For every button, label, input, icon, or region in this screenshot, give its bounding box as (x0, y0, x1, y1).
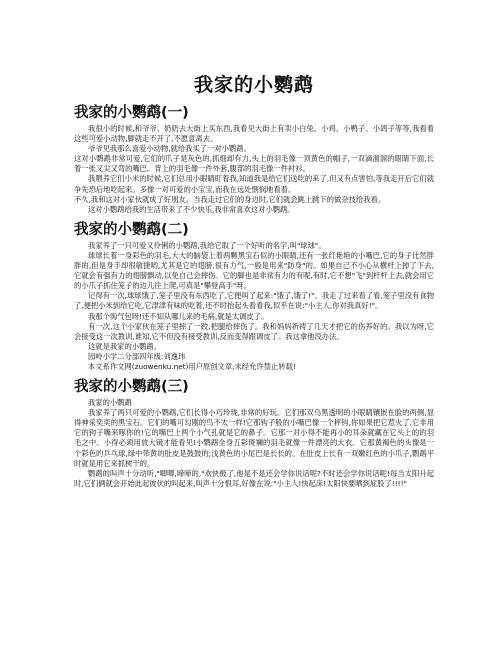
section-2-author-line: 园岭小学二分部四年级:刘逸玮 (88, 351, 186, 361)
section-1-paragraph-4: 我喂养它们小米的时候,它们总用小眼睛盯着我,知道我是给它们送吃的来了,但又有点害怕,等我走开后它们就争先恐后地吃起来。多像一对可爱的小宝宝,而我在远处惬悯地看着。 (74, 174, 434, 194)
section-1-heading: 我家的小鹦鹉(一) (74, 105, 189, 121)
section-2-paragraph-2: 球球长着一身彩色的羽毛,大大的脑袋上着两颗黑宝石似的小眼睛,还有一张红艳艳的小嘴巴,它的身子比然胖胖的,但是身手却很敏捷哟,尤其是它的翅膀,很有力气,一般是用来"防身"的。如果自己不小心从横杆上掉了下去,它就会有强有力的翅膀飘动,以免自己会摔伤。它的脚也是非常有力的有呢,有时,它不想"飞"到杆杆上去,就会用它的小爪子抓住笼子的边儿往上爬,可真是"攀登高手"呀。 (74, 250, 434, 291)
section-1-paragraph-1: 我很小的时候,和爷爷、奶奶去大街上买东西,我看见大街上有卖小白兔、小鸡、小鸭子、小鸽子等等,我看着这些可爱小动物,脚就走不开了,不愿意离去。 (74, 124, 434, 144)
section-1-paragraph-6: 这对小鹦鹉给我的生活带来了不少快乐,我非常喜欢这对小鹦鹉。 (88, 204, 295, 214)
section-3-paragraph-3: 鹦鹉的叫声十分动听,"唧唧,啼啼的,"欢快极了,他是不是还会学你说话呢?不时还会学你说话呢!每当太阳升起时,它们俩就会开始此起彼伏的叫起来,叫声十分恨耳,好像在说:"小主人!快起床!太阳快要晒到屁股了!!!!" (74, 468, 434, 488)
section-3 (74, 375, 434, 489)
section-2 (74, 218, 434, 372)
section-2-paragraph-4: 我那个淘气包呀!还不知从哪儿来的毛病,就是太调皮了。 (88, 311, 269, 321)
document-title: 我家的小鹦鹉 (193, 74, 314, 96)
section-1-paragraph-2: 爷爷见我那么喜爱小动物,就给我买了一对小鹦鹉。 (88, 144, 251, 154)
section-3-heading: 我家的小鹦鹉(三) (74, 379, 189, 396)
section-2-paragraph-6: 这就是我家的小鹦鹉。 (88, 341, 161, 351)
section-1-paragraph-3: 这对小鹦鹉非常可爱,它们的爪子是灰色的,抓细却有力,头上的羽毛像一顶黄色的帽子,一双滴溜溜的眼睛下面,长着一张又尖又弯的嘴巴。背上的羽毛像一件外套,腹部的羽毛像一件衬衫。 (74, 154, 434, 174)
section-3-paragraph-2: 我家养了两只可爱的小鹦鹉,它们长得小巧玲珑,非常的好玩。它们那双乌黑透明的小眼睛镶嵌在脸的两侧,显得神采奕奕的黑宝石。它们的嘴可勾刚的鸟不太一样!它那钩子般的小嘴巴像一个秤钩,你如果把它惹火了,它非用它的钩子嘴来啄你的!它的嘴巴上两个小气孔就是它的鼻子。它那一对小得不能再小的耳朵就藏在它头上的的羽毛之中。小得必须用放大镜才能看见!小鹦鹉全身五彩斑斓的羽毛就像一件漂亮的大衣。它那黄褐色的头像是一个彩色的乒乓球,绿中带黄的肚皮是鼓鼓的;浅黄色的小尾巴是长长的。在肚皮上长有一双嫩红色的小爪子,鹦鹉平时就是用它来抓树干的。 (74, 408, 434, 468)
section-2-heading: 我家的小鹦鹉(二) (74, 221, 189, 238)
section-1 (74, 101, 434, 215)
section-1-paragraph-5: 不久,我和这对小家伙就成了好朋友。当我走过它们的身边时,它们就会跳上跳下的做杂技给我看。 (74, 194, 386, 204)
section-2-paragraph-1: 我家养了一只可爱又伶俐的小鹦鹉,我给它取了一个好听的名字,叫"球球"。 (88, 240, 326, 250)
section-2-paragraph-3: 记得有一次,球球饿了,笼子里没有东西吃了,它便叫了起来:"饿了,饿了!"。我走了过来看了看,笼子里没有食物了,便把小米到给它吃,它津津有味的吃着,还不时抬起头看看我,似乎在说:"小主人,你对我真好!"。 (74, 291, 434, 311)
section-3-paragraph-1: 我家的小鹦鹉 (88, 398, 132, 408)
section-2-copyright-line: 本文系作文网(zuowenku.net)用户原创文章,未经允许禁止转载! (88, 361, 296, 371)
section-2-paragraph-5: 有一次,这个小家伙在笼子里摔了一跤,把腿给摔伤了。我和妈妈祈祷了几天才把它的伤养好的。我以为呀,它会接受这一次教训,谁知,它不但没有接受教训,反而变得跟调皮了。我这拿他没办法。 (74, 321, 434, 341)
